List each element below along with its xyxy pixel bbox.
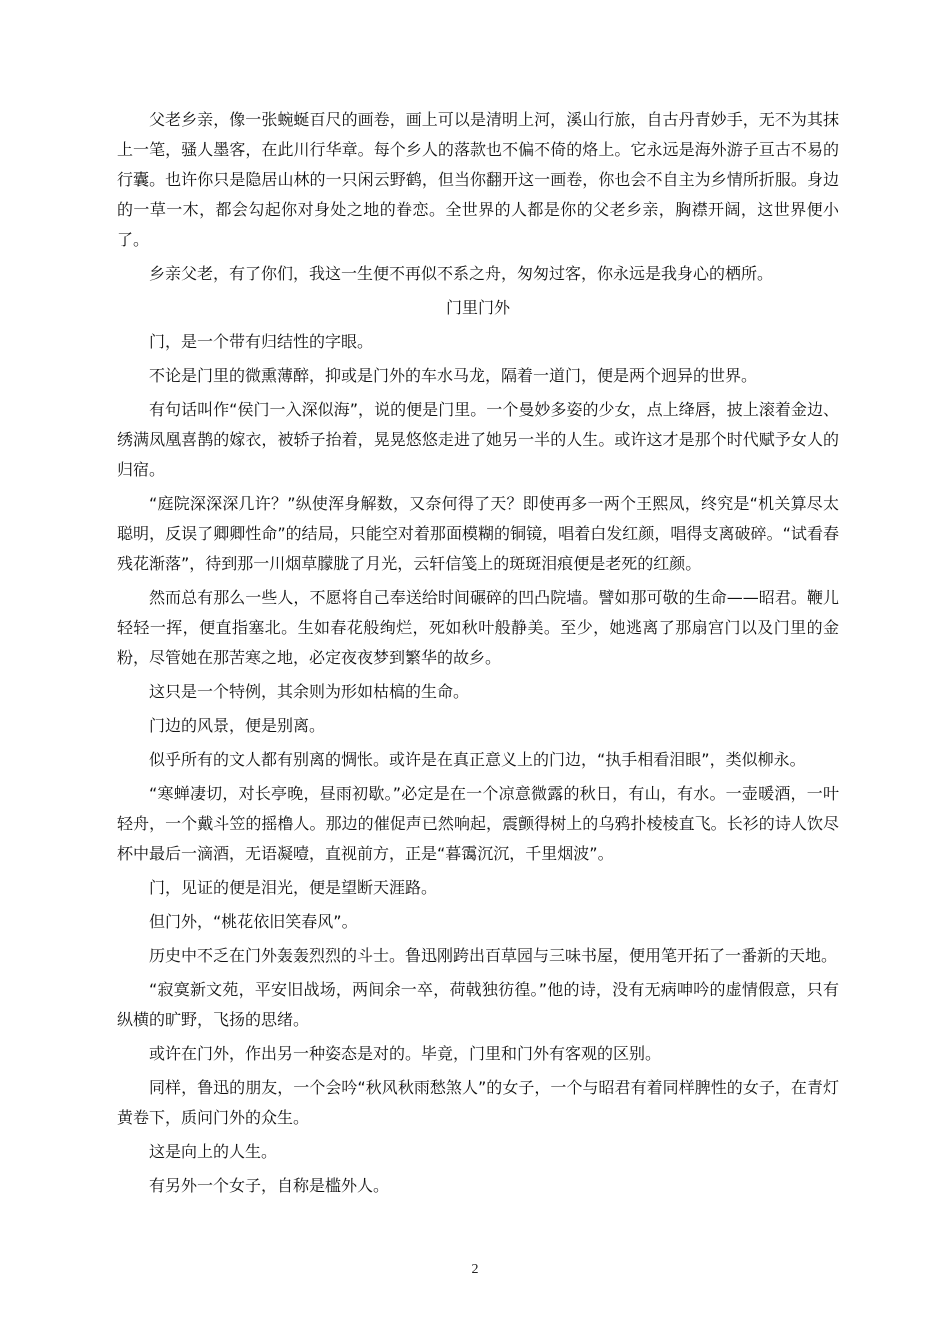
paragraph: 门，是一个带有归结性的字眼。 [149,332,374,351]
paragraph: 有另外一个女子，自称是槛外人。 [149,1176,390,1195]
paragraph: 乡亲父老，有了你们，我这一生便不再似不系之舟，匆匆过客，你永远是我身心的栖所。 [149,264,774,283]
paragraph: “寂寞新文苑，平安旧战场，两间余一卒，荷戟独彷徨。”他的诗，没有无病呻吟的虚情假意，只有纵横的旷野，飞扬的思绪。 [117,980,839,1029]
paragraph: 有句话叫作“侯门一入深似海”，说的便是门里。一个曼妙多姿的少女，点上绛唇，披上滚着金边、绣满凤凰喜鹊的嫁衣，被轿子抬着，晃晃悠悠走进了她另一半的人生。或许这才是那个时代赋予女人的归宿。 [117,400,839,479]
paragraph: 不论是门里的微熏薄醉，抑或是门外的车水马龙，隔着一道门，便是两个迥异的世界。 [149,366,758,385]
paragraph: 门，见证的便是泪光，便是望断天涯路。 [149,878,438,897]
paragraph: 这是向上的人生。 [149,1142,278,1161]
paragraph: 但门外，“桃花依旧笑春风”。 [149,912,358,931]
paragraph: 同样，鲁迅的朋友，一个会吟“秋风秋雨愁煞人”的女子，一个与昭君有着同样脾性的女子，在青灯黄卷下，质问门外的众生。 [117,1078,839,1127]
page-number: 2 [471,1262,479,1277]
paragraph: 似乎所有的文人都有别离的惆怅。或许是在真正意义上的门边，“执手相看泪眼”，类似柳永。 [149,750,806,769]
paragraph: “庭院深深深几许？”纵使浑身解数，又奈何得了天？即使再多一两个王熙凤，终究是“机关算尽太聪明，反误了卿卿性命”的结局，只能空对着那面模糊的铜镜，唱着白发红颜，唱得支离破碎。“试看春残花渐落”，待到那一川烟草朦胧了月光，云轩信笺上的斑斑泪痕便是老死的红颜。 [117,494,839,573]
paragraph: 门边的风景，便是别离。 [149,716,326,735]
section-title: 门里门外 [445,298,510,317]
paragraph: 父老乡亲，像一张蜿蜒百尺的画卷，画上可以是清明上河，溪山行旅，自古丹青妙手，无不为其抹上一笔，骚人墨客，在此川行华章。每个乡人的落款也不偏不倚的烙上。它永远是海外游子亘古不易的行囊。也许你只是隐居山林的一只闲云野鹤，但当你翻开这一画卷，你也会不自主为乡情所折服。身边的一草一木，都会勾起你对身处之地的眷恋。全世界的人都是你的父老乡亲，胸襟开阔，这世界便小了。 [117,110,839,249]
paragraph: 历史中不乏在门外轰轰烈烈的斗士。鲁迅刚跨出百草园与三味书屋，便用笔开拓了一番新的天地。 [149,946,838,965]
article-body [117,105,839,1205]
paragraph: 然而总有那么一些人，不愿将自己奉送给时间碾碎的凹凸院墙。譬如那可敬的生命——昭君。鞭儿轻轻一挥，便直指塞北。生如春花般绚烂，死如秋叶般静美。至少，她逃离了那扇宫门以及门里的金粉，尽管她在那苦寒之地，必定夜夜梦到繁华的故乡。 [117,588,839,667]
paragraph: 这只是一个特例，其余则为形如枯槁的生命。 [149,682,470,701]
paragraph: 或许在门外，作出另一种姿态是对的。毕竟，门里和门外有客观的区别。 [149,1044,662,1063]
paragraph: “寒蝉凄切，对长亭晚，昼雨初歇。”必定是在一个凉意微露的秋日，有山，有水。一壶暖酒，一叶轻舟，一个戴斗笠的摇橹人。那边的催促声已然响起，震颤得树上的乌鸦扑棱棱直飞。长衫的诗人饮尽杯中最后一滴酒，无语凝噎，直视前方，正是“暮霭沉沉，千里烟波”。 [117,784,839,863]
